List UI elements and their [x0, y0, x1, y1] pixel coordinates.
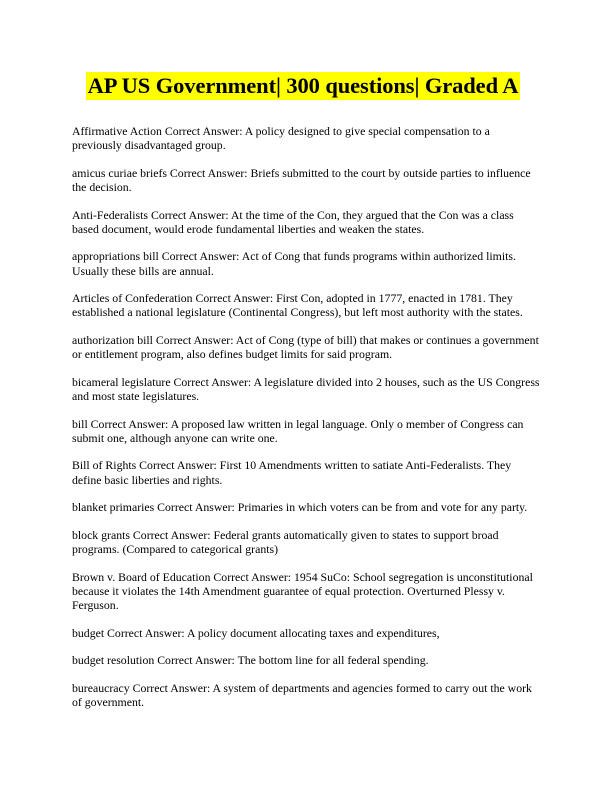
entry-bill-of-rights: Bill of Rights Correct Answer: First 10 Amendments written to satiate Anti-Federalists. They define basic liberties and rights. — [72, 458, 512, 487]
entry-budget: budget Correct Answer: A policy document allocating taxes and expenditures, — [72, 625, 440, 640]
entry-brown-v-board: Brown v. Board of Education Correct Answer: 1954 SuCo: School segregation is unconstitutional because it violates the 14th Amendment guarantee of equal protection. Overturned Plessy v. Ferguson. — [72, 569, 533, 612]
entry-amicus-curiae-briefs: amicus curiae briefs Correct Answer: Briefs submitted to the court by outside parties to influence the decision. — [72, 165, 531, 194]
title-area — [0, 72, 606, 100]
entry-bureaucracy: bureaucracy Correct Answer: A system of departments and agencies formed to carry out the work of government. — [72, 680, 532, 709]
entry-authorization-bill: authorization bill Correct Answer: Act of Cong (type of bill) that makes or continues a government or entitlement program, also defines budget limits for said program. — [72, 332, 539, 362]
entry-articles-of-confederation: Articles of Confederation Correct Answer: First Con, adopted in 1777, enacted in 1781. They established a national legislature (Continental Congress), but left most authority with the states. — [72, 291, 523, 320]
entry-list — [72, 124, 540, 723]
entry-block-grants: block grants Correct Answer: Federal grants automatically given to states to support broad programs. (Compared to categorical grants) — [72, 527, 499, 556]
document-title: AP US Government| 300 questions| Graded A — [87, 73, 519, 98]
entry-appropriations-bill: appropriations bill Correct Answer: Act of Cong that funds programs within authorized limits. Usually these bills are annual. — [72, 249, 516, 278]
entry-bill: bill Correct Answer: A proposed law written in legal language. Only o member of Congress can submit one, although anyone can write one. — [72, 416, 524, 445]
entry-affirmative-action: Affirmative Action Correct Answer: A policy designed to give special compensation to a previously disadvantaged group. — [72, 124, 490, 153]
entry-bicameral-legislature: bicameral legislature Correct Answer: A legislature divided into 2 houses, such as the US Congress and most state legislatures. — [72, 374, 540, 403]
entry-budget-resolution: budget resolution Correct Answer: The bottom line for all federal spending. — [72, 653, 429, 668]
entry-anti-federalists: Anti-Federalists Correct Answer: At the time of the Con, they argued that the Con was a class based document, would erode fundamental liberties and weaken the states. — [72, 207, 514, 236]
entry-blanket-primaries: blanket primaries Correct Answer: Primaries in which voters can be from and vote for any party. — [72, 500, 528, 515]
